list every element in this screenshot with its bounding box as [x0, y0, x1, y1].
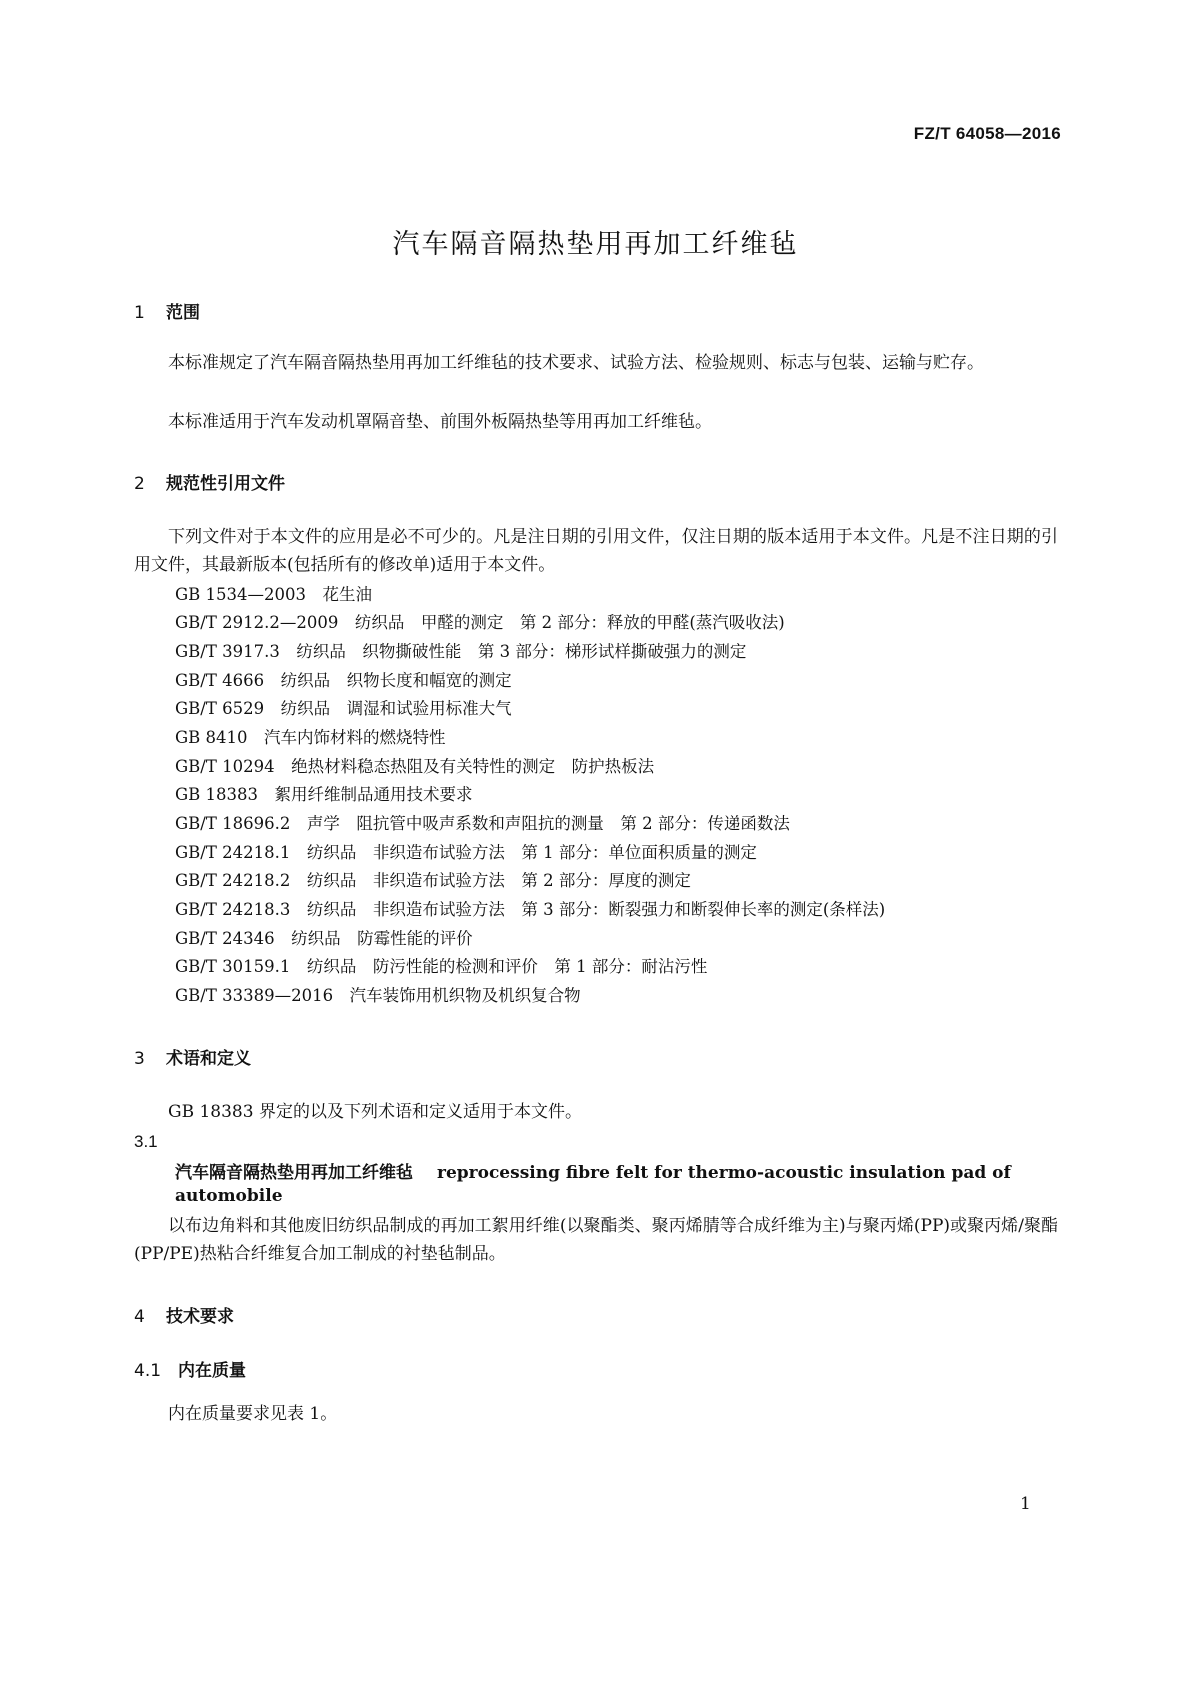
section-1-heading: [134, 298, 200, 323]
reference-item: GB/T 2912.2—2009 纺织品 甲醛的测定 第 2 部分：释放的甲醛(蒸汽吸收法): [175, 613, 785, 632]
subsection-number: 4.1: [134, 1361, 162, 1381]
section-number: 1: [134, 303, 145, 323]
reference-item: GB/T 33389—2016 汽车装饰用机织物及机织复合物: [175, 986, 581, 1005]
section-number: 3: [134, 1049, 145, 1069]
subsection-4-1-heading: [134, 1356, 246, 1381]
term-english: reprocessing fibre felt for thermo-acoustic insulation pad of: [437, 1163, 1011, 1183]
term-english-continued: automobile: [175, 1186, 283, 1206]
section-1-paragraph: 本标准规定了汽车隔音隔热垫用再加工纤维毡的技术要求、试验方法、检验规则、标志与包装、运输与贮存。: [168, 353, 984, 373]
section-number: 4: [134, 1307, 145, 1327]
subsection-title: 内在质量: [178, 1361, 246, 1381]
term-number: 3.1: [134, 1132, 158, 1151]
section-4-heading: [134, 1302, 234, 1327]
section-number: 2: [134, 474, 145, 494]
reference-item: GB 1534—2003 花生油: [175, 585, 373, 604]
section-2-intro: 下列文件对于本文件的应用是必不可少的。凡是注日期的引用文件，仅注日期的版本适用于本文件。凡是不注日期的引用文件，其最新版本(包括所有的修改单)适用于本文件。: [134, 527, 1058, 575]
standard-code: FZ/T 64058—2016: [913, 124, 1061, 143]
section-2-heading: [134, 469, 285, 494]
reference-item: GB/T 4666 纺织品 织物长度和幅宽的测定: [175, 671, 512, 690]
reference-item: GB 18383 絮用纤维制品通用技术要求: [175, 785, 473, 804]
document-title: 汽车隔音隔热垫用再加工纤维毡: [392, 229, 799, 260]
page-number: 1: [1020, 1494, 1031, 1514]
section-1-paragraph: 本标准适用于汽车发动机罩隔音垫、前围外板隔热垫等用再加工纤维毡。: [168, 412, 712, 432]
reference-item: GB/T 18696.2 声学 阻抗管中吸声系数和声阻抗的测量 第 2 部分：传递函数法: [175, 814, 790, 833]
section-title: 术语和定义: [166, 1049, 251, 1069]
reference-item: GB/T 3917.3 纺织品 织物撕破性能 第 3 部分：梯形试样撕破强力的测定: [175, 642, 747, 661]
reference-item: GB/T 24218.2 纺织品 非织造布试验方法 第 2 部分：厚度的测定: [175, 871, 691, 890]
reference-item: GB/T 10294 绝热材料稳态热阻及有关特性的测定 防护热板法: [175, 757, 655, 776]
section-title: 规范性引用文件: [166, 474, 285, 494]
section-3-intro: GB 18383 界定的以及下列术语和定义适用于本文件。: [168, 1102, 582, 1122]
reference-item: GB/T 30159.1 纺织品 防污性能的检测和评价 第 1 部分：耐沾污性: [175, 957, 708, 976]
reference-item: GB/T 24218.1 纺织品 非织造布试验方法 第 1 部分：单位面积质量的测定: [175, 843, 757, 862]
reference-item: GB/T 6529 纺织品 调湿和试验用标准大气: [175, 699, 512, 718]
term-heading-continued: [175, 1186, 283, 1206]
section-title: 技术要求: [166, 1307, 234, 1327]
reference-item: GB 8410 汽车内饰材料的燃烧特性: [175, 728, 446, 747]
section-3-heading: [134, 1044, 251, 1069]
reference-item: GB/T 24218.3 纺织品 非织造布试验方法 第 3 部分：断裂强力和断裂伸长率的测定(条样法): [175, 900, 886, 919]
subsection-4-1-text: 内在质量要求见表 1。: [168, 1404, 338, 1424]
term-chinese: 汽车隔音隔热垫用再加工纤维毡: [175, 1163, 413, 1183]
term-definition: 以布边角料和其他废旧纺织品制成的再加工絮用纤维(以聚酯类、聚丙烯腈等合成纤维为主)与聚丙烯(PP)或聚丙烯/聚酯(PP/PE)热粘合纤维复合加工制成的衬垫毡制品。: [134, 1216, 1058, 1264]
term-heading: [175, 1158, 1011, 1183]
section-title: 范围: [166, 303, 200, 323]
reference-item: GB/T 24346 纺织品 防霉性能的评价: [175, 929, 473, 948]
